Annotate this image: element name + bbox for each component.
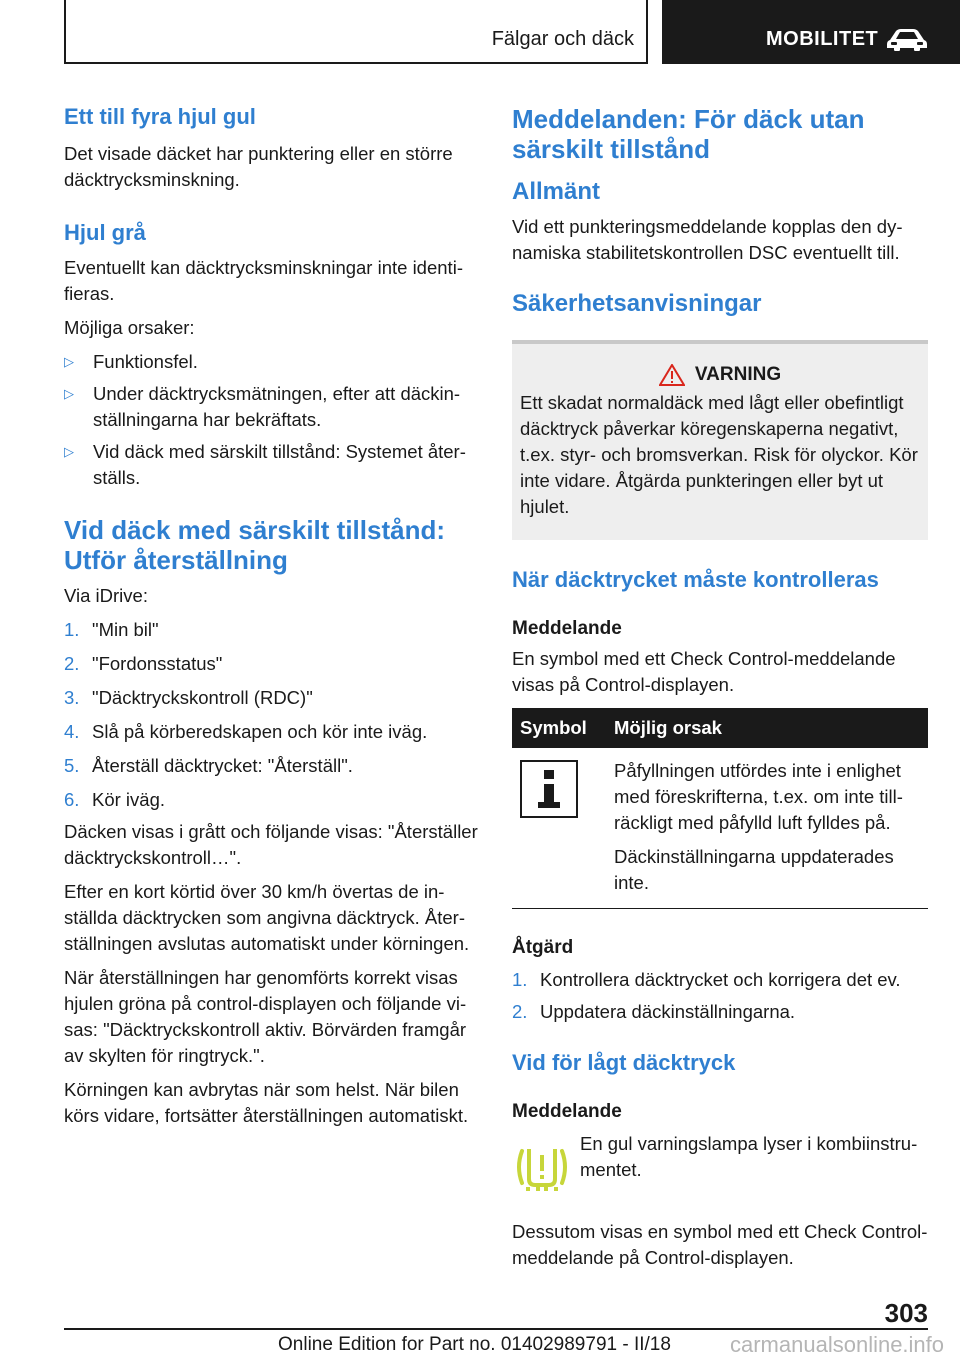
paragraph: Vid ett punkteringsmeddelande kopplas den dynamiska stabilitetskontrollen DSC eventuellt till. [512,216,903,263]
list-number: 6. [64,789,80,810]
paragraph: Körningen kan avbrytas när som helst. När bilen körs vidare, fortsätter återställningen automatiskt. [64,1079,469,1126]
table-header: Möjlig orsak [606,708,928,748]
list-item-text: Uppdatera däckinställningarna. [540,1001,796,1022]
paragraph: En symbol med ett Check Control-meddelande visas på Control-displayen. [512,648,896,695]
page-number: 303 [884,1298,928,1328]
paragraph: När återställningen har genomförts korrekt visas hjulen gröna på control-displayen och följande visas: "Däcktryckskontroll aktiv. Börvärden framgår av skylten för ringtryck.". [64,967,467,1066]
heading-yellow-wheels: Ett till fyra hjul gul [64,104,256,129]
cause-text: Påfyllningen utfördes inte i enlighet med föreskrifterna, t.ex. om inte tillräckligt med påfylld luft fylldes på. [614,760,903,833]
car-icon [886,28,928,52]
chapter-tab [662,0,960,64]
triangle-bullet-icon: ▷ [64,386,74,401]
right-column [512,100,928,1271]
chapter-title: MOBILITET [766,28,879,50]
list-item [64,719,480,745]
list-number: 2. [64,653,80,674]
table-cell-cause [606,748,928,909]
heading-low-pressure: Vid för lågt däcktryck [512,1050,736,1075]
list-item-text: Under däcktrycksmätningen, efter att däckinställningarna har bekräftats. [93,383,461,430]
list-item-text: "Fordonsstatus" [92,653,223,674]
list-number: 2. [512,1001,528,1022]
paragraph: En gul varningslampa lyser i kombiinstrumentet. [580,1133,918,1180]
warning-label: VARNING [694,364,782,385]
numbered-list [512,967,928,1025]
paragraph: Efter en kort körtid över 30 km/h övertas de inställda däcktrycken som angivna däcktryck. Återställningen avslutas automatiskt under körningen. [64,881,470,954]
bullet-list [64,349,480,491]
heading-check-pressure: När däcktrycket måste kontrolleras [512,567,879,592]
list-item [64,651,480,677]
footer-divider [64,1328,928,1330]
paragraph: Dessutom visas en symbol med ett Check Control-meddelande på Control-displayen. [512,1221,928,1268]
list-item [64,787,480,813]
paragraph: Däcken visas i grått och följande visas: "Återställer däcktryckskontroll…". [64,821,478,868]
symbol-table [512,708,928,909]
heading-reset: Vid däck med särskilt tillstånd: Utför återställning [64,515,445,575]
edition-note: Online Edition for Part no. 01402989791 - II/18 [278,1334,671,1355]
list-item [64,439,480,491]
list-number: 5. [64,755,80,776]
subheading-action: Åtgärd [512,937,574,958]
list-item-text: "Däcktryckskontroll (RDC)" [92,687,313,708]
section-header-box [64,0,648,64]
list-item-text: Kontrollera däcktrycket och korrigera det ev. [540,969,901,990]
table-header: Symbol [512,708,606,748]
subheading-message: Meddelande [512,1101,622,1122]
list-item-text: "Min bil" [92,619,159,640]
list-item-text: Funktionsfel. [93,351,198,372]
warning-box [512,340,928,540]
list-item-text: Vid däck med särskilt tillstånd: Systemet återställs. [93,441,466,488]
lamp-row [512,1131,928,1199]
table-cell-symbol [512,748,606,909]
page-header [0,0,960,66]
list-item [64,685,480,711]
left-column [64,100,480,1129]
list-item-text: Kör iväg. [92,789,166,810]
heading-general: Allmänt [512,178,601,205]
list-item-text: Återställ däcktrycket: "Återställ". [92,755,353,776]
list-item [64,349,480,375]
triangle-bullet-icon: ▷ [64,444,74,459]
heading-grey-wheels: Hjul grå [64,220,146,245]
paragraph: Det visade däcket har punktering eller en större däcktrycksminskning. [64,143,453,190]
paragraph: Möjliga orsaker: [64,317,195,338]
list-item [512,999,928,1025]
list-item [64,617,480,643]
table-row [512,748,928,909]
warning-text: Ett skadat normaldäck med lågt eller obefintligt däcktryck påverkar köregenskaperna negativt, t.ex. styr- och bromsverkan. Risk för olyckor. Kör inte vidare. Åtgärda punkteringen eller byt ut hjulet. [520,392,918,517]
heading-safety: Säkerhetsanvisningar [512,290,762,317]
list-number: 3. [64,687,80,708]
tire-pressure-warning-icon [512,1139,572,1199]
warning-title [520,364,920,386]
subheading-message: Meddelande [512,618,622,639]
warning-triangle-icon [659,364,685,386]
numbered-list [64,617,480,813]
watermark: carmanualsonline.info [730,1332,945,1357]
list-number: 4. [64,721,80,742]
cause-text: Däckinställningarna uppdaterades inte. [614,846,894,893]
paragraph: Eventuellt kan däcktrycksminskningar inte identifieras. [64,257,463,304]
list-number: 1. [64,619,80,640]
triangle-bullet-icon: ▷ [64,354,74,369]
list-item [512,967,928,993]
list-item [64,753,480,779]
list-number: 1. [512,969,528,990]
list-item [64,381,480,433]
section-title: Fälgar och däck [491,28,634,50]
heading-messages: Meddelanden: För däck utan särskilt tillstånd [512,104,865,164]
table-header-row [512,708,928,748]
list-item-text: Slå på körberedskapen och kör inte iväg. [92,721,428,742]
info-icon [520,760,578,818]
paragraph: Via iDrive: [64,585,148,606]
